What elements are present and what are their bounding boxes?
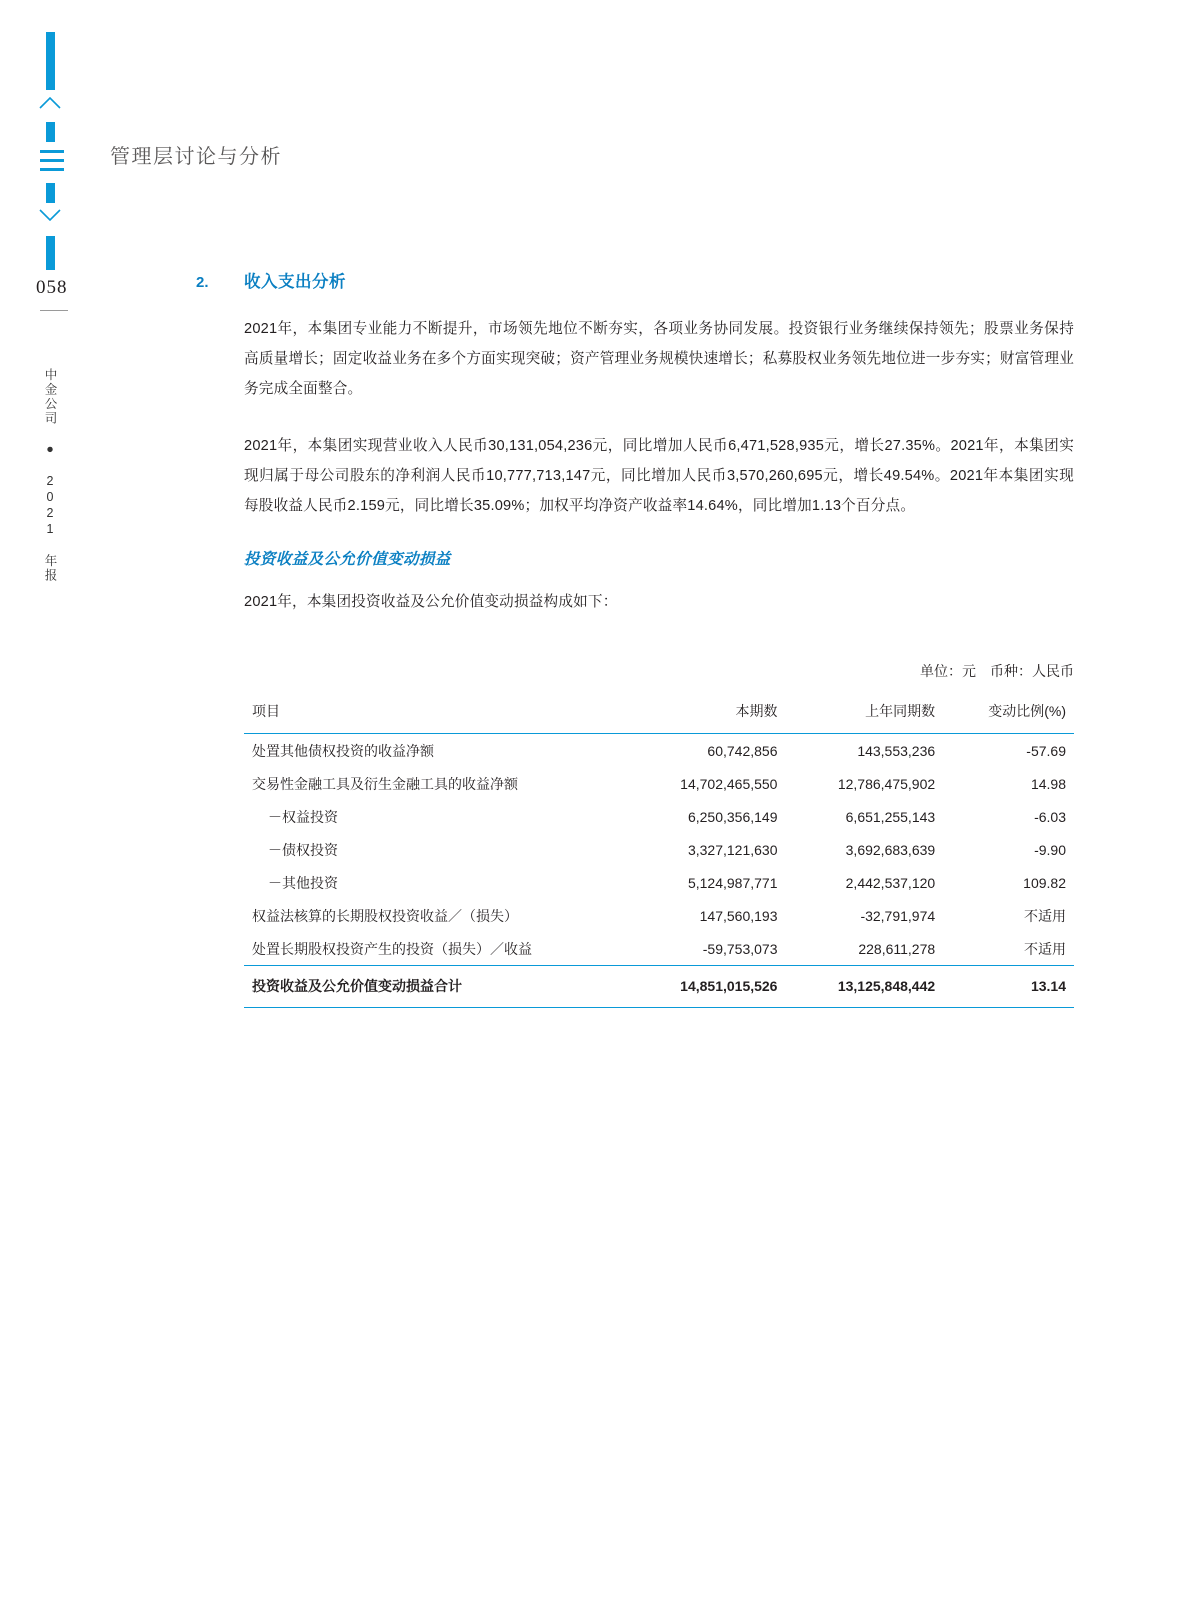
row-previous: 228,611,278: [858, 940, 936, 957]
table-total-row: [244, 966, 1074, 1008]
page-number: 058: [36, 277, 68, 298]
row-current: -59,753,073: [702, 940, 778, 957]
row-change: -6.03: [1034, 808, 1066, 825]
row-item: 权益法核算的长期股权投资收益／（损失）: [252, 907, 518, 924]
row-previous: 3,692,683,639: [845, 841, 936, 858]
paragraph-2: 2021年，本集团实现营业收入人民币30,131,054,236元，同比增加人民币6,471,528,935元，增长27.35%。2021年，本集团实现归属于母公司股东的净利润人民币10,777,713,147元，同比增加人民币3,570,260,695元，增长49.54%。2021年本集团实现每股收益人民币2.159元，同比增长35.09%；加权平均净资产收益率14.64%，同比增加1.13个百分点。: [244, 437, 1074, 515]
table-row: [244, 734, 1074, 768]
table-row: [244, 899, 1074, 932]
section-title: 收入支出分析: [244, 273, 346, 291]
page-margin-rail: [0, 0, 110, 1615]
table-row: [244, 800, 1074, 833]
row-item: －权益投资: [268, 808, 338, 825]
row-previous: 6,651,255,143: [845, 808, 936, 825]
table-row: [244, 932, 1074, 966]
subsection-title: 投资收益及公允价值变动损益: [244, 551, 451, 569]
row-previous: 12,786,475,902: [837, 775, 936, 792]
investment-income-table: [244, 695, 1074, 1008]
row-item: 交易性金融工具及衍生金融工具的收益净额: [252, 775, 518, 792]
total-item: 投资收益及公允价值变动损益合计: [244, 966, 634, 1008]
total-change: 13.14: [941, 966, 1074, 1008]
rail-bar-mid: [46, 122, 55, 142]
row-current: 5,124,987,771: [687, 874, 778, 891]
row-change: 109.82: [1023, 874, 1066, 891]
row-change: 不适用: [1024, 940, 1066, 957]
paragraph-1: 2021年，本集团专业能力不断提升，市场领先地位不断夯实，各项业务协同发展。投资银行业务继续保持领先；股票业务保持高质量增长；固定收益业务在多个方面实现突破；资产管理业务规模快速增长；私募股权业务领先地位进一步夯实；财富管理业务完成全面整合。: [244, 321, 1074, 398]
row-item: －债权投资: [268, 841, 338, 858]
row-current: 60,742,856: [707, 742, 778, 759]
row-change: -9.90: [1034, 841, 1066, 858]
page-title: 管理层讨论与分析: [110, 146, 282, 168]
total-previous: 13,125,848,442: [783, 966, 941, 1008]
row-current: 147,560,193: [699, 907, 778, 924]
row-change: 不适用: [1024, 907, 1066, 924]
side-caption: 中金公司 ● 2021 年报: [43, 368, 57, 583]
row-item: 处置其他债权投资的收益净额: [252, 742, 434, 759]
table-header-previous: 上年同期数: [783, 695, 941, 734]
row-item: －其他投资: [268, 874, 338, 891]
table-unit-note: 单位：元 币种：人民币: [920, 663, 1074, 680]
table-row: [244, 866, 1074, 899]
rail-lines-icon: [40, 150, 64, 177]
page-number-divider: [40, 310, 68, 311]
row-current: 14,702,465,550: [680, 775, 778, 792]
section-body: [244, 314, 1074, 521]
row-current: 6,250,356,149: [687, 808, 778, 825]
section-heading: [196, 268, 1074, 292]
row-change: -57.69: [1026, 742, 1066, 759]
rail-bar-low: [46, 236, 55, 270]
section-number: 2.: [196, 274, 209, 291]
subsection-body: [244, 587, 1074, 617]
table-row: [244, 833, 1074, 866]
chevron-down-icon: [39, 209, 61, 221]
row-previous: -32,791,974: [860, 907, 936, 924]
row-change: 14.98: [1030, 775, 1066, 792]
row-current: 3,327,121,630: [687, 841, 778, 858]
row-previous: 2,442,537,120: [845, 874, 936, 891]
chevron-up-icon: [39, 97, 61, 109]
table-header-change: 变动比例(%): [941, 695, 1074, 734]
table-row: [244, 767, 1074, 800]
row-previous: 143,553,236: [857, 742, 936, 759]
rail-bar-mid2: [46, 183, 55, 203]
row-item: 处置长期股权投资产生的投资（损失）／收益: [252, 940, 532, 957]
main-content: [196, 268, 1074, 1008]
table-header-row: [244, 695, 1074, 734]
subsection-intro: 2021年，本集团投资收益及公允价值变动损益构成如下：: [244, 594, 618, 611]
table-header-current: 本期数: [634, 695, 783, 734]
table-header-item: 项目: [244, 695, 634, 734]
total-current: 14,851,015,526: [634, 966, 783, 1008]
rail-bar-top: [46, 32, 55, 90]
